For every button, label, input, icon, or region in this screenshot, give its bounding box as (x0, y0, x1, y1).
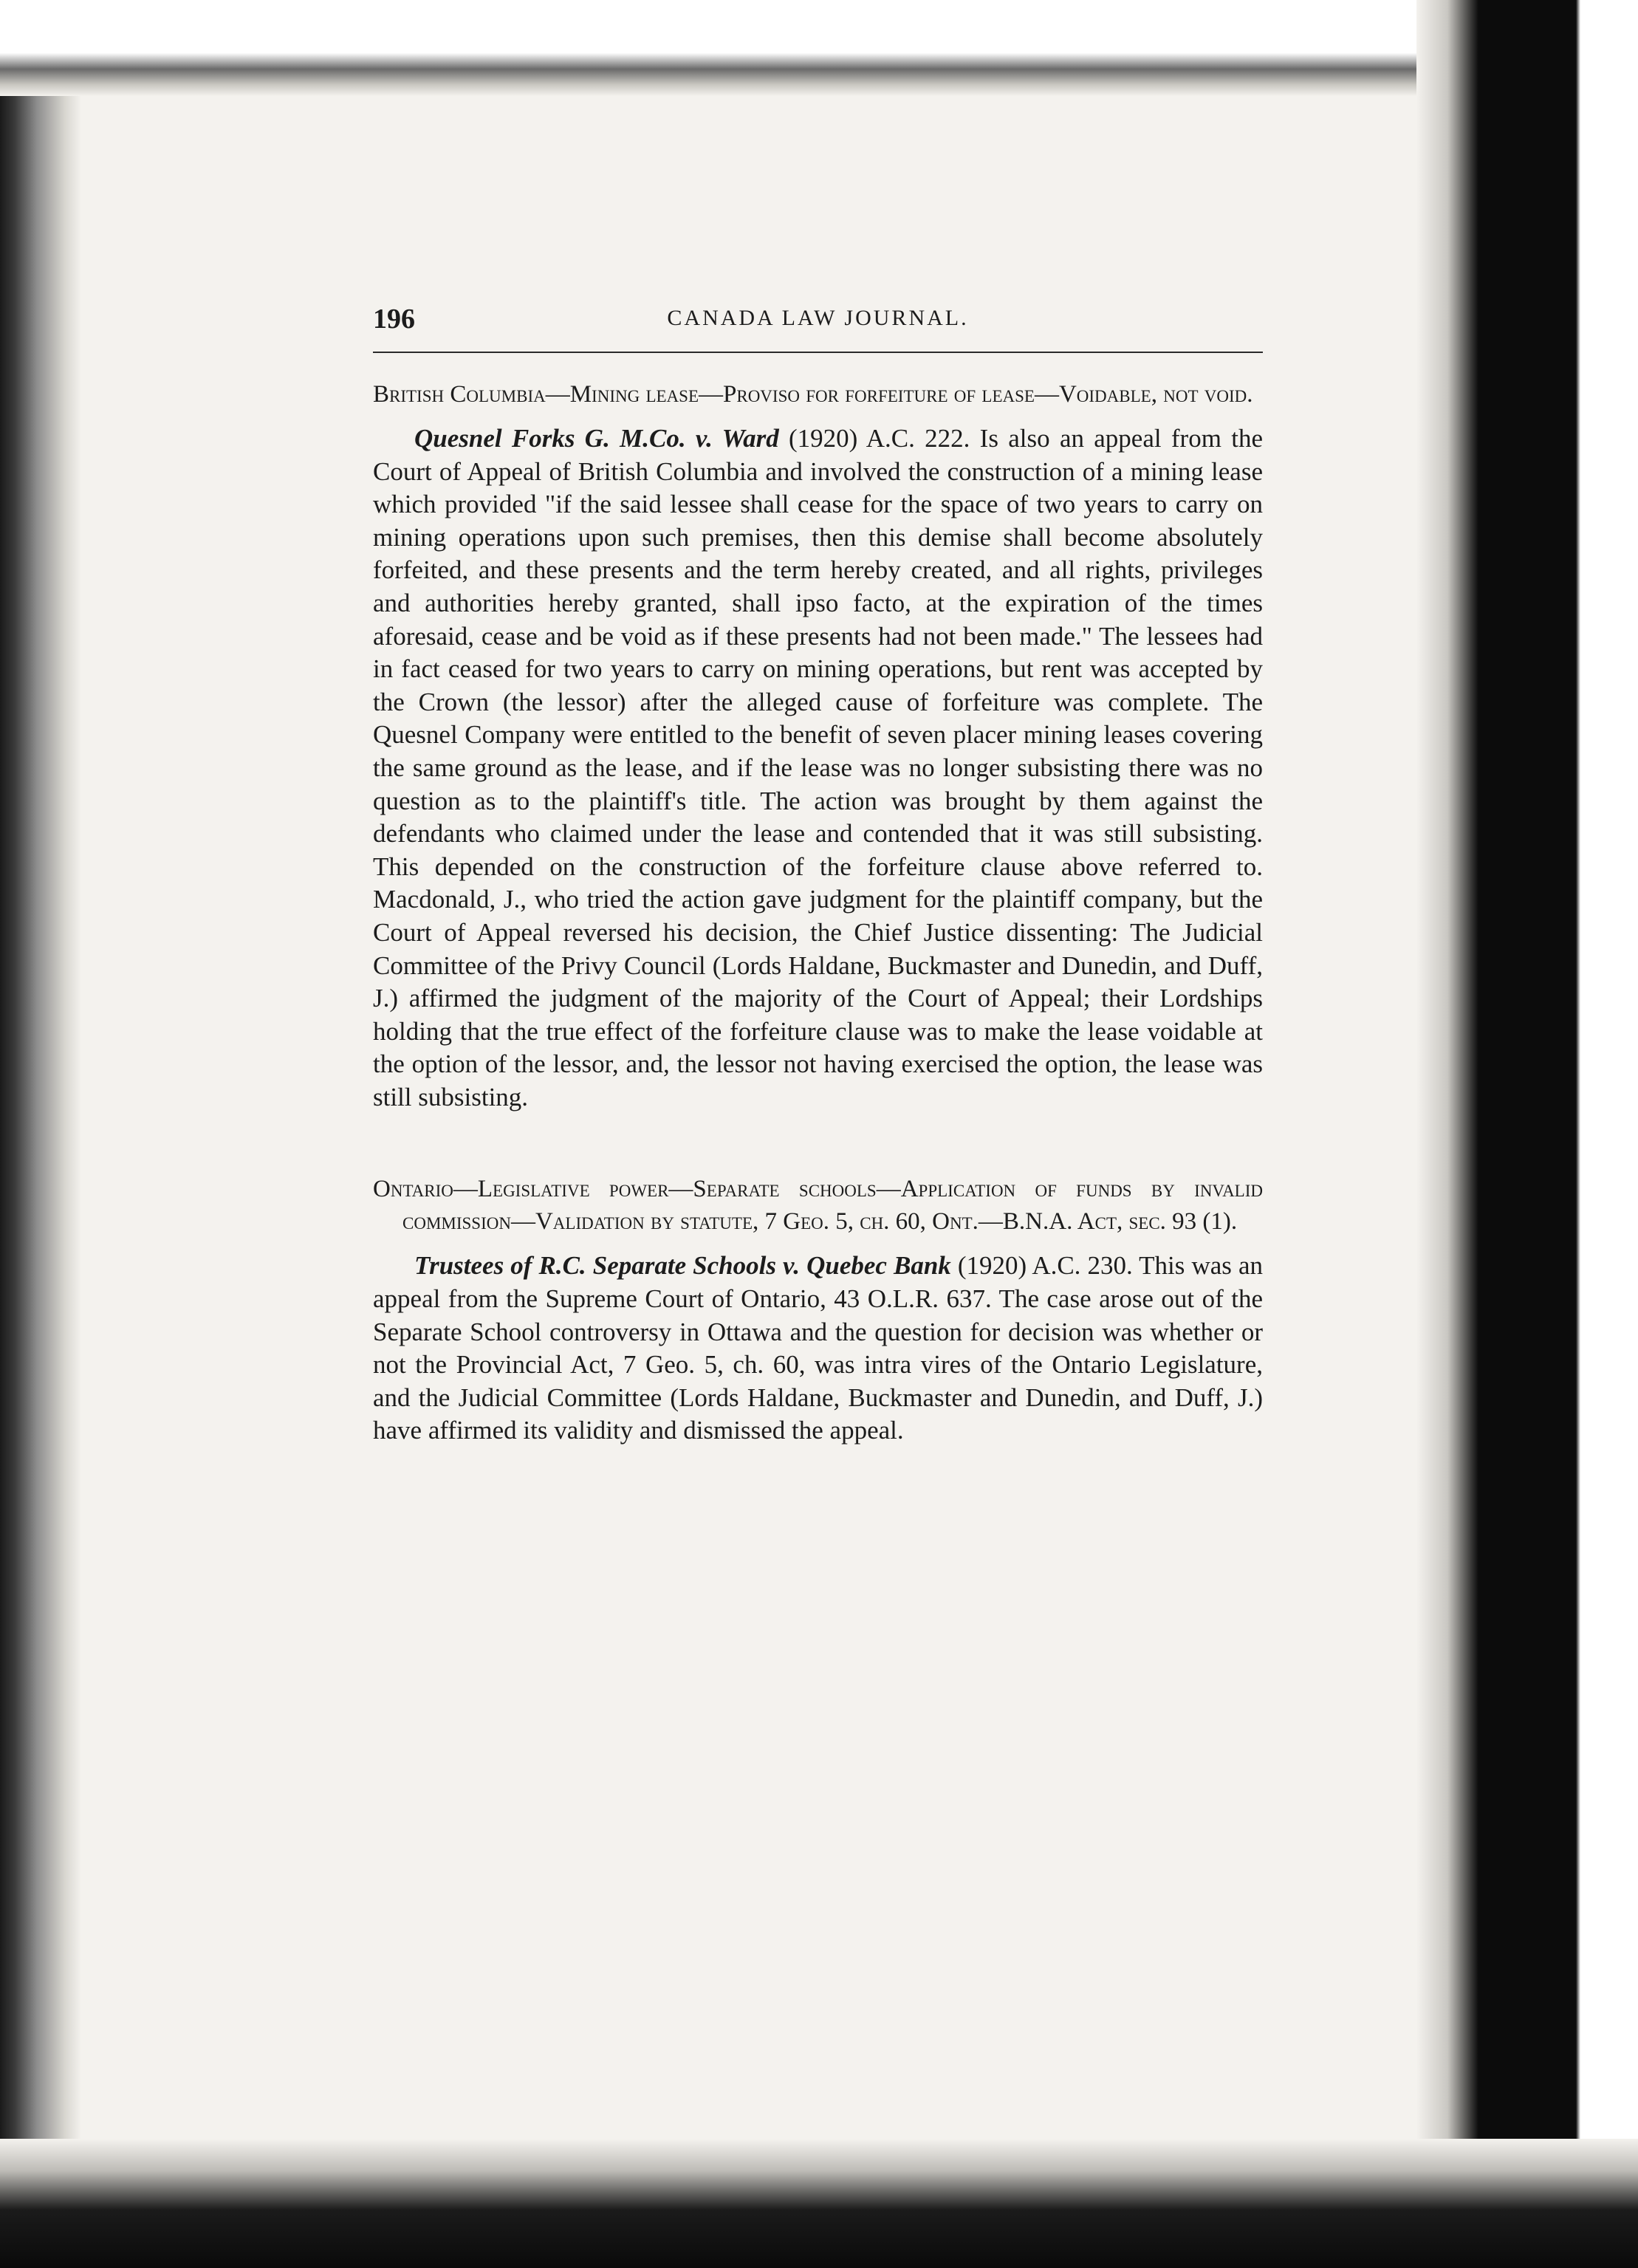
page-number: 196 (373, 304, 415, 335)
case-text: (1920) A.C. 222. Is also an appeal from the Court of Appeal of British Columbia and involved the construction of a mining lease which provided "if the said lessee shall cease for the space of two years to carry on mining operations upon such premises, then this demise shall become absolutely forfeited, and these presents and the term hereby created, and all rights, privileges and authorities hereby granted, shall ipso facto, at the expiration of the times aforesaid, cease and be void as if these presents had not been made." The lessees had in fact ceased for two years to carry on mining operations, but rent was accepted by the Crown (the lessor) after the alleged cause of forfeiture was complete. The Quesnel Company were entitled to the benefit of seven placer mining leases covering the same ground as the lease, and if the lease was no longer subsisting there was no question as to the plaintiff's title. The action was brought by them against the defendants who claimed under the lease and contended that it was still subsisting. This depended on the construction of the forfeiture clause above referred to. Macdonald, J., who tried the action gave judgment for the plaintiff company, but the Court of Appeal reversed his decision, the Chief Justice dissenting: The Judicial Committee of the Privy Council (Lords Haldane, Buckmaster and Dunedin, and Duff, J.) affirmed the judgment of the majority of the Court of Appeal; their Lordships holding that the true effect of the forfeiture clause was to make the lease voidable at the option of the lessor, and, the lessor not having exercised the option, the lease was still subsisting. (373, 424, 1264, 1111)
section-heading: British Columbia—Mining lease—Proviso for forfeiture of lease—Voidable, not void. (373, 381, 1253, 408)
case-paragraph (373, 422, 1263, 1114)
page-content (373, 303, 1263, 1477)
running-head (373, 303, 1263, 347)
journal-title: CANADA LAW JOURNAL. (667, 306, 969, 330)
case-section-1 (373, 378, 1263, 1114)
scan-border-left (0, 0, 81, 2268)
section-heading: Ontario—Legislative power—Separate schools—Application of funds by invalid commission—Validation by statute, 7 Geo. 5, ch. 60, Ont.—B.N.A. Act, sec. 93 (1). (373, 1176, 1263, 1236)
section-spacer (373, 1143, 1263, 1173)
scan-border-bottom (0, 2139, 1638, 2268)
case-paragraph (373, 1250, 1263, 1448)
header-rule (373, 352, 1263, 353)
case-name: Quesnel Forks G. M.Co. v. Ward (414, 424, 779, 453)
scan-border-top (0, 0, 1638, 96)
scan-border-right (1416, 0, 1638, 2268)
case-name: Trustees of R.C. Separate Schools v. Quebec Bank (414, 1251, 951, 1281)
case-text: (1920) A.C. 230. This was an appeal from the Supreme Court of Ontario, 43 O.L.R. 637. The case arose out of the Separate School controversy in Ottawa and the question for decision was whether or not the Provincial Act, 7 Geo. 5, ch. 60, was intra vires of the Ontario Legislature, and the Judicial Committee (Lords Haldane, Buckmaster and Dunedin, and Duff, J.) have affirmed its validity and dismissed the appeal. (373, 1251, 1263, 1445)
case-section-2 (373, 1173, 1263, 1448)
